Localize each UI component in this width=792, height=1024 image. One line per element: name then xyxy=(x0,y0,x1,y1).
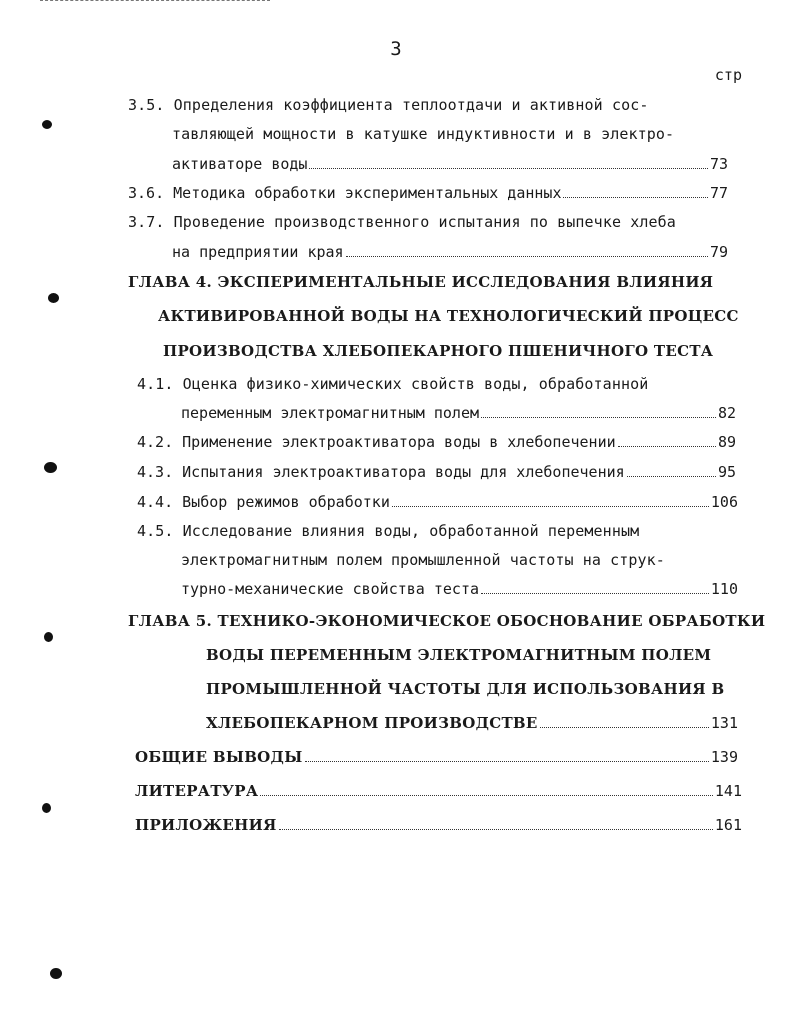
dot-leader xyxy=(279,828,713,830)
toc-page-number: 82 xyxy=(717,404,736,422)
page-column-label: стр xyxy=(714,66,742,84)
toc-entry-title: ПРИЛОЖЕНИЯ xyxy=(135,816,277,834)
toc-entry-number: 3.7. xyxy=(128,213,165,231)
dot-leader xyxy=(563,196,707,198)
toc-entry-number: 4.1. xyxy=(137,375,174,393)
toc-page-number: 79 xyxy=(709,243,728,261)
chapter-5-heading: ГЛАВА 5. ТЕХНИКО-ЭКОНОМИЧЕСКОЕ ОБОСНОВАНИЕ ОБРАБОТКИ xyxy=(128,612,766,630)
toc-entry-title-line: Проведение производственного испытания по выпечке хлеба xyxy=(173,213,676,231)
chapter-4-heading-line: ПРОИЗВОДСТВА ХЛЕБОПЕКАРНОГО ПШЕНИЧНОГО ТЕСТА xyxy=(163,342,714,360)
toc-entry-title: Испытания электроактиватора воды для хлебопечения xyxy=(182,463,625,481)
toc-entry-leader-line xyxy=(206,714,738,732)
dot-leader xyxy=(305,760,709,762)
toc-page-number: 106 xyxy=(710,493,738,511)
dot-leader xyxy=(627,475,716,477)
chapter-5-heading-line: ХЛЕБОПЕКАРНОМ ПРОИЗВОДСТВЕ xyxy=(206,714,538,732)
toc-entry-number: 4.4. Выбор режимов обработки xyxy=(137,493,390,511)
toc-entry-title-line: Оценка физико-химических свойств воды, обработанной xyxy=(182,375,649,393)
toc-entry-number: 3.6. Методика обработки экспериментальных данных xyxy=(128,184,562,202)
dot-leader xyxy=(392,505,709,507)
dot-leader xyxy=(481,416,716,418)
toc-page-number: 141 xyxy=(714,782,742,800)
binding-hole-mark xyxy=(42,120,52,129)
toc-entry-3-6 xyxy=(128,184,728,202)
toc-entry-title: Методика обработки экспериментальных данных xyxy=(173,184,562,202)
toc-entry-number: 4.3. Испытания электроактиватора воды для хлебопечения xyxy=(137,463,625,481)
binding-hole-mark xyxy=(44,462,57,473)
toc-entry-3-7 xyxy=(128,213,676,231)
toc-entry-4-5 xyxy=(137,522,639,540)
page-number: 3 xyxy=(390,38,402,60)
chapter-4-heading: ГЛАВА 4. ЭКСПЕРИМЕНТАЛЬНЫЕ ИССЛЕДОВАНИЯ ВЛИЯНИЯ xyxy=(128,273,714,291)
dot-leader xyxy=(540,726,709,728)
toc-entry-number: 4.5. xyxy=(137,522,174,540)
toc-entry-title-line: тавляющей мощности в катушке индуктивности и в электро- xyxy=(172,125,675,143)
toc-entry-4-2 xyxy=(137,433,736,451)
toc-entry-literature xyxy=(135,782,742,800)
dot-leader xyxy=(260,794,713,796)
toc-page-number: 77 xyxy=(709,184,728,202)
binding-hole-mark xyxy=(48,293,59,303)
chapter-5-heading-line: ПРОМЫШЛЕННОЙ ЧАСТОТЫ ДЛЯ ИСПОЛЬЗОВАНИЯ В xyxy=(206,680,725,698)
toc-entry-title-line: турно-механические свойства теста xyxy=(181,580,480,598)
toc-entry-title-line: Исследование влияния воды, обработанной переменным xyxy=(182,522,640,540)
toc-entry-title-line: электромагнитным полем промышленной частоты на струк- xyxy=(181,551,665,569)
chapter-5-heading-line: ВОДЫ ПЕРЕМЕННЫМ ЭЛЕКТРОМАГНИТНЫМ ПОЛЕМ xyxy=(206,646,712,664)
dot-leader xyxy=(618,445,716,447)
dot-leader xyxy=(481,592,709,594)
toc-page-number: 95 xyxy=(717,463,736,481)
toc-page-number: 89 xyxy=(717,433,736,451)
binding-hole-mark xyxy=(42,803,51,813)
toc-entry-leader-line xyxy=(181,404,736,422)
toc-entry-title-line: активаторе воды xyxy=(172,155,308,173)
toc-entry-4-4 xyxy=(137,493,738,511)
toc-entry-3-5 xyxy=(128,96,648,114)
scan-artifact-top xyxy=(40,0,270,4)
toc-entry-4-3 xyxy=(137,463,736,481)
toc-entry-number: 3.5. xyxy=(128,96,165,114)
toc-entry-leader-line xyxy=(181,580,738,598)
toc-entry-number: 4.2. Применение электроактиватора воды в хлебопечении xyxy=(137,433,616,451)
toc-entry-leader-line xyxy=(172,243,728,261)
binding-hole-mark xyxy=(44,632,53,642)
chapter-4-heading-line: АКТИВИРОВАННОЙ ВОДЫ НА ТЕХНОЛОГИЧЕСКИЙ ПРОЦЕСС xyxy=(158,307,739,325)
toc-entry-appendices xyxy=(135,816,742,834)
toc-entry-title: Применение электроактиватора воды в хлебопечении xyxy=(182,433,616,451)
toc-entry-title: ЛИТЕРАТУРА xyxy=(135,782,259,800)
toc-page-number: 139 xyxy=(710,748,738,766)
toc-page-number: 110 xyxy=(710,580,738,598)
toc-entry-title: ОБЩИЕ ВЫВОДЫ xyxy=(135,748,303,766)
toc-entry-leader-line xyxy=(172,155,728,173)
toc-entry-title: Выбор режимов обработки xyxy=(182,493,390,511)
binding-hole-mark xyxy=(50,968,62,979)
toc-entry-title-line: на предприятии края xyxy=(172,243,344,261)
toc-entry-title-line: переменным электромагнитным полем xyxy=(181,404,480,422)
toc-page-number: 131 xyxy=(710,714,738,732)
toc-page-number: 73 xyxy=(709,155,728,173)
dot-leader xyxy=(309,167,707,169)
toc-entry-title-line: Определения коэффициента теплоотдачи и активной сос- xyxy=(173,96,649,114)
toc-page-number: 161 xyxy=(714,816,742,834)
dot-leader xyxy=(346,255,708,257)
toc-entry-4-1 xyxy=(137,375,648,393)
toc-entry-conclusions xyxy=(135,748,738,766)
